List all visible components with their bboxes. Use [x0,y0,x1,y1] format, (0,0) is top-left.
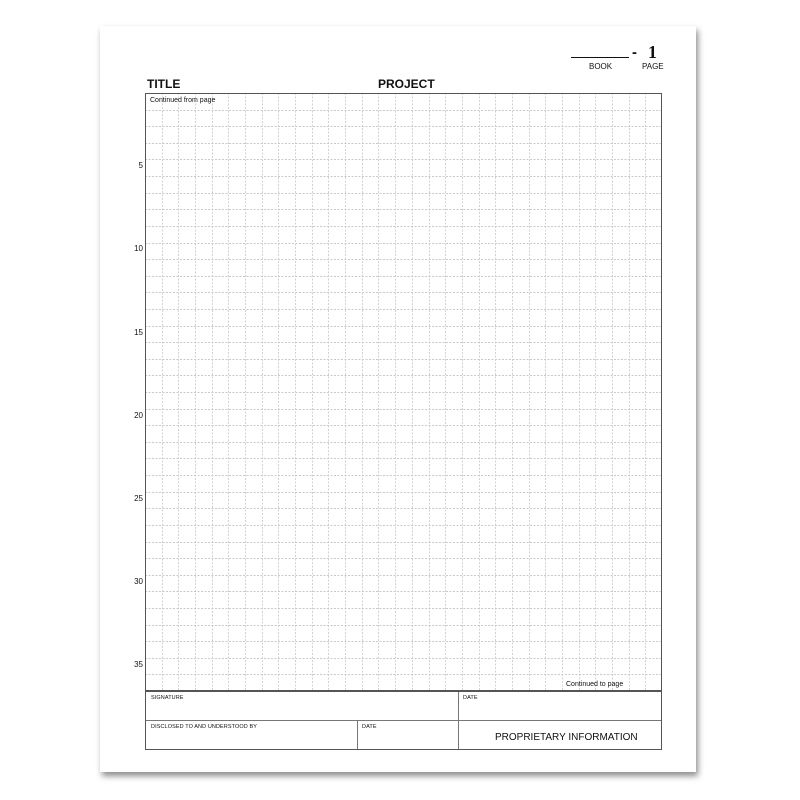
page-label: PAGE [642,62,664,71]
continued-to-label: Continued to page [566,681,624,688]
proprietary-label: PROPRIETARY INFORMATION [495,732,638,743]
footer-divider [357,720,358,749]
book-label: BOOK [589,62,613,71]
row-number: 10 [134,244,143,253]
page-number: 1 [648,42,657,62]
row-number: 5 [138,161,143,170]
date-label: DATE [362,724,377,730]
row-number: 20 [134,411,143,420]
title-label: TITLE [147,77,181,91]
book-number-line [571,57,629,58]
date-label: DATE [463,695,478,701]
signature-label: SIGNATURE [151,695,184,701]
book-page-separator: - [632,44,637,61]
project-label: PROJECT [378,77,435,91]
grid-frame [145,93,662,691]
row-number: 25 [134,494,143,503]
disclosed-label: DISCLOSED TO AND UNDERSTOOD BY [151,724,257,730]
footer-divider [458,692,459,749]
row-number: 15 [134,328,143,337]
continued-from-label: Continued from page [150,97,216,104]
row-number: 35 [134,660,143,669]
row-number: 30 [134,577,143,586]
footer-divider [146,720,661,721]
